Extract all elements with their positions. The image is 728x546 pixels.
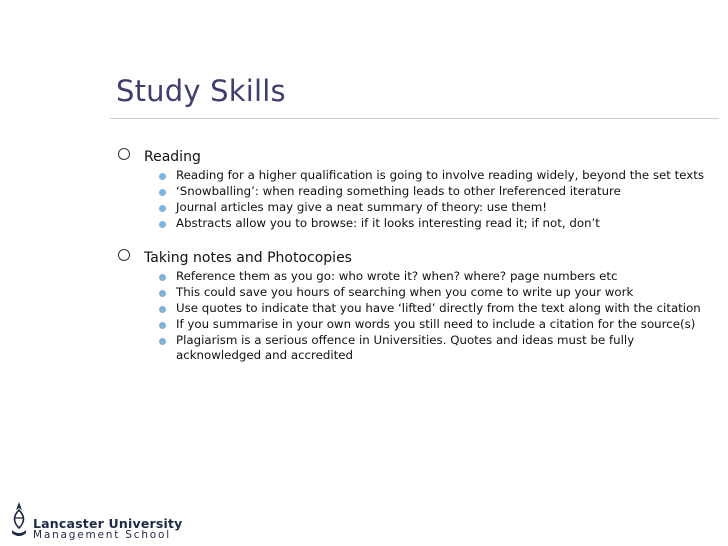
section-heading [116,146,716,168]
hollow-circle-bullet-icon [118,249,130,261]
section-label: Reading [144,149,201,165]
lancaster-logo-icon [8,500,30,540]
list-item [116,200,716,215]
list-item-text: Abstracts allow you to browse: if it looks interesting read it; if not, don’t [176,216,600,230]
list-item [116,216,716,231]
bullet-dot-icon [159,205,166,212]
section-notes [116,247,716,363]
slide-content [116,146,716,364]
bullet-dot-icon [159,173,166,180]
list-item [116,333,716,363]
list-item-text: ‘Snowballing’: when reading something leads to other lreferenced iterature [176,184,621,198]
section-reading [116,146,716,231]
bullet-dot-icon [159,306,166,313]
bullet-dot-icon [159,274,166,281]
list-item-text: Reference them as you go: who wrote it? when? where? page numbers etc [176,269,618,283]
section-heading [116,247,716,269]
list-item-text: Reading for a higher qualification is going to involve reading widely, beyond the set texts [176,168,705,182]
hollow-circle-bullet-icon [118,148,130,160]
bullet-list [116,269,716,363]
list-item [116,285,716,300]
list-item-text: Journal articles may give a neat summary of theory: use them! [176,200,547,214]
slide-title: Study Skills [116,74,286,108]
list-item [116,184,716,199]
bullet-dot-icon [159,189,166,196]
bullet-list [116,168,716,231]
list-item-text: Use quotes to indicate that you have ‘lifted’ directly from the text along with the citation [176,301,701,315]
logo-university-name: Lancaster University [33,516,183,531]
logo-school-name: Management School [33,529,171,541]
university-logo [6,498,183,542]
bullet-dot-icon [159,338,166,345]
list-item-text: This could save you hours of searching when you come to write up your work [176,285,634,299]
bullet-dot-icon [159,290,166,297]
list-item [116,168,716,183]
list-item-text: If you summarise in your own words you still need to include a citation for the source(s) [176,317,696,331]
list-item-text: Plagiarism is a serious offence in Universities. Quotes and ideas must be fully acknowledged and accredited [176,333,635,362]
bullet-dot-icon [159,221,166,228]
list-item [116,269,716,284]
list-item [116,301,716,316]
title-divider [110,118,719,119]
section-label: Taking notes and Photocopies [144,250,352,266]
bullet-dot-icon [159,322,166,329]
list-item [116,317,716,332]
